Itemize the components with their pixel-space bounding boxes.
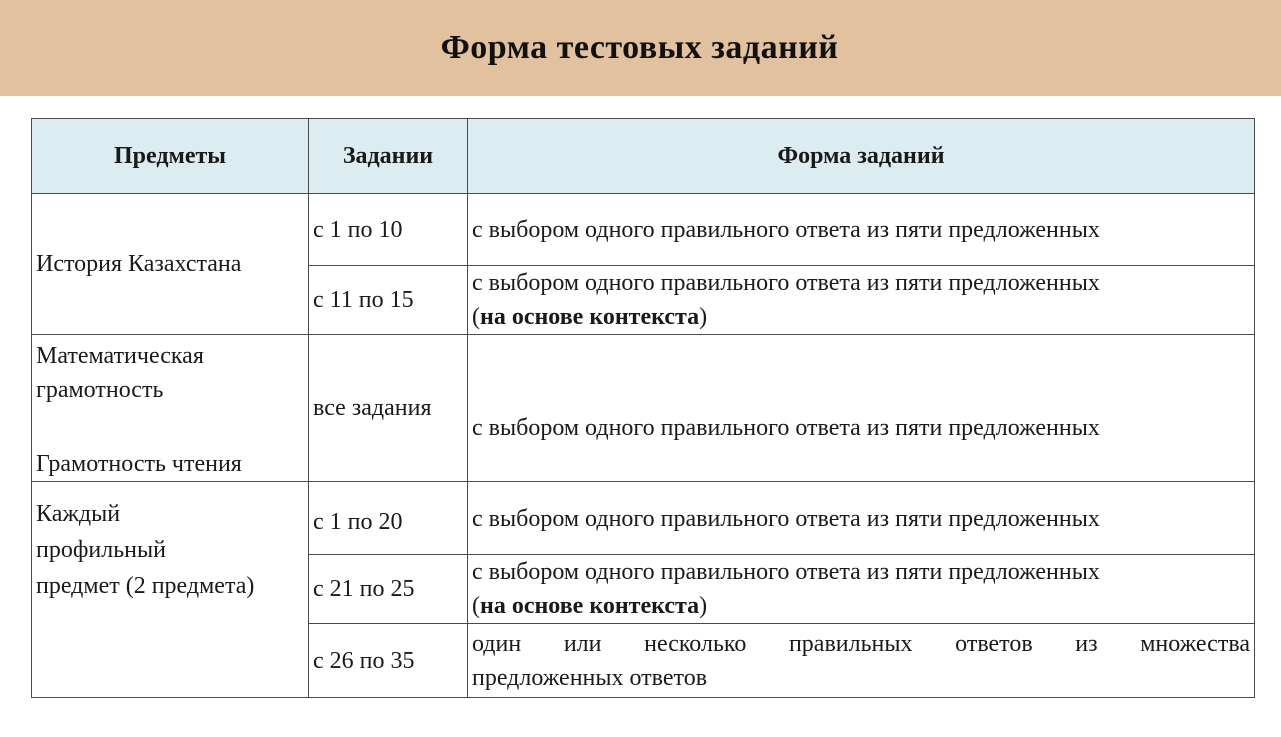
- table-header-row: [32, 119, 1255, 194]
- form-cell: [468, 555, 1255, 624]
- form-text: с выбором одного правильного ответа из пяти предложенных: [472, 559, 1100, 585]
- form-context-bold: на основе контекста: [480, 304, 700, 330]
- header-form: Форма заданий: [468, 119, 1255, 194]
- form-cell: [468, 266, 1255, 335]
- table-row: [32, 335, 1255, 482]
- range-cell: с 11 по 15: [309, 266, 468, 335]
- header-tasks: Задании: [309, 119, 468, 194]
- form-context-bold: на основе контекста: [480, 593, 700, 619]
- title-bar: [0, 0, 1281, 96]
- subject-cell: История Казахстана: [32, 194, 309, 335]
- range-cell: все задания: [309, 335, 468, 482]
- range-cell: с 1 по 10: [309, 194, 468, 266]
- form-text: с выбором одного правильного ответа из пяти предложенных: [472, 270, 1100, 296]
- form-cell: один или несколько правильных ответов из множества предложенных ответов: [468, 624, 1255, 698]
- form-cell: с выбором одного правильного ответа из пяти предложенных: [468, 335, 1255, 482]
- form-context-line: (на основе контекста): [472, 593, 708, 619]
- subject-cell: Математическая грамотность Грамотность чтения: [32, 335, 309, 482]
- range-cell: с 26 по 35: [309, 624, 468, 698]
- page-title: Форма тестовых заданий: [440, 29, 839, 66]
- range-cell: с 1 по 20: [309, 482, 468, 555]
- subject-cell: Каждый профильный предмет (2 предмета): [32, 482, 309, 698]
- form-cell: с выбором одного правильного ответа из пяти предложенных: [468, 482, 1255, 555]
- form-context-line: (на основе контекста): [472, 304, 708, 330]
- header-subjects: Предметы: [32, 119, 309, 194]
- table-row: [32, 194, 1255, 266]
- table-row: [32, 482, 1255, 555]
- range-cell: с 21 по 25: [309, 555, 468, 624]
- tasks-table: [31, 118, 1255, 698]
- form-cell: с выбором одного правильного ответа из пяти предложенных: [468, 194, 1255, 266]
